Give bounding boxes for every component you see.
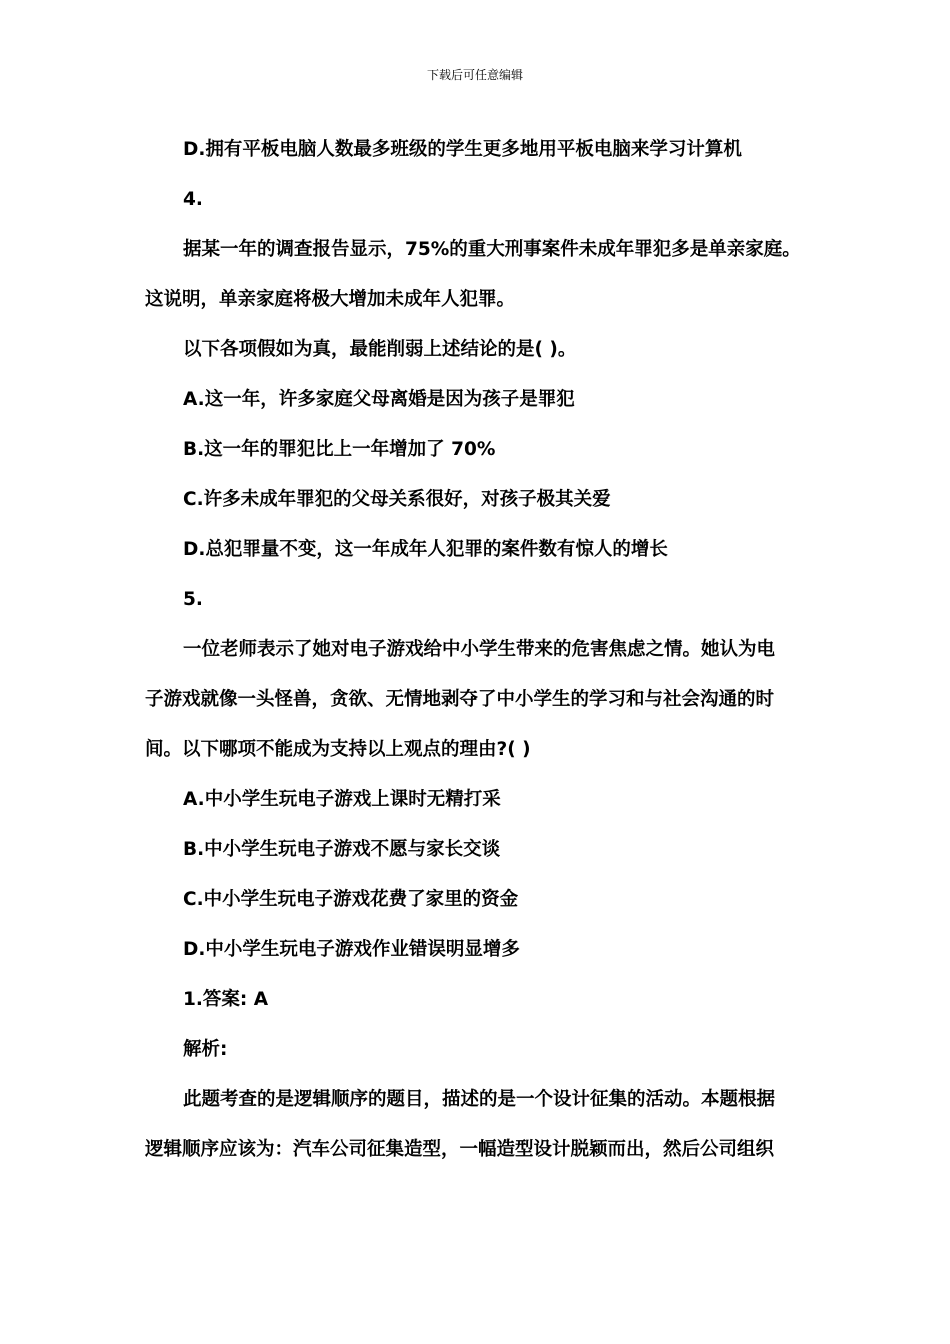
text-line: B.这一年的罪犯比上一年增加了 70%: [183, 439, 496, 460]
text-line: A.中小学生玩电子游戏上课时无精打采: [183, 789, 501, 810]
text-line: C.许多未成年罪犯的父母关系很好，对孩子极其关爱: [183, 489, 611, 510]
text-line: D.中小学生玩电子游戏作业错误明显增多: [183, 939, 520, 960]
text-line: 这说明，单亲家庭将极大增加未成年人犯罪。: [145, 289, 516, 310]
text-line: 1.答案: A: [183, 989, 269, 1010]
text-line: 间。以下哪项不能成为支持以上观点的理由?( ): [145, 739, 531, 760]
text-line: D.总犯罪量不变，这一年成年人犯罪的案件数有惊人的增长: [183, 539, 668, 560]
text-line: B.中小学生玩电子游戏不愿与家长交谈: [183, 839, 501, 860]
text-line: 子游戏就像一头怪兽，贪欲、无情地剥夺了中小学生的学习和与社会沟通的时: [145, 689, 775, 710]
text-line: 4.: [183, 189, 203, 210]
text-line: 据某一年的调查报告显示，75%的重大刑事案件未成年罪犯多是单亲家庭。: [183, 239, 801, 260]
document-body: [145, 137, 815, 1187]
page-header: 下载后可任意编辑: [426, 68, 523, 82]
text-line: 此题考查的是逻辑顺序的题目，描述的是一个设计征集的活动。本题根据: [183, 1089, 776, 1110]
text-line: 以下各项假如为真，最能削弱上述结论的是( )。: [183, 339, 577, 360]
text-line: 解析:: [183, 1039, 228, 1060]
text-line: C.中小学生玩电子游戏花费了家里的资金: [183, 889, 519, 910]
text-line: 一位老师表示了她对电子游戏给中小学生带来的危害焦虑之情。她认为电: [183, 639, 776, 660]
text-line: 逻辑顺序应该为：汽车公司征集造型，一幅造型设计脱颖而出，然后公司组织: [145, 1139, 775, 1160]
text-line: 5.: [183, 589, 203, 610]
text-line: D.拥有平板电脑人数最多班级的学生更多地用平板电脑来学习计算机: [183, 139, 742, 160]
text-line: A.这一年，许多家庭父母离婚是因为孩子是罪犯: [183, 389, 575, 410]
